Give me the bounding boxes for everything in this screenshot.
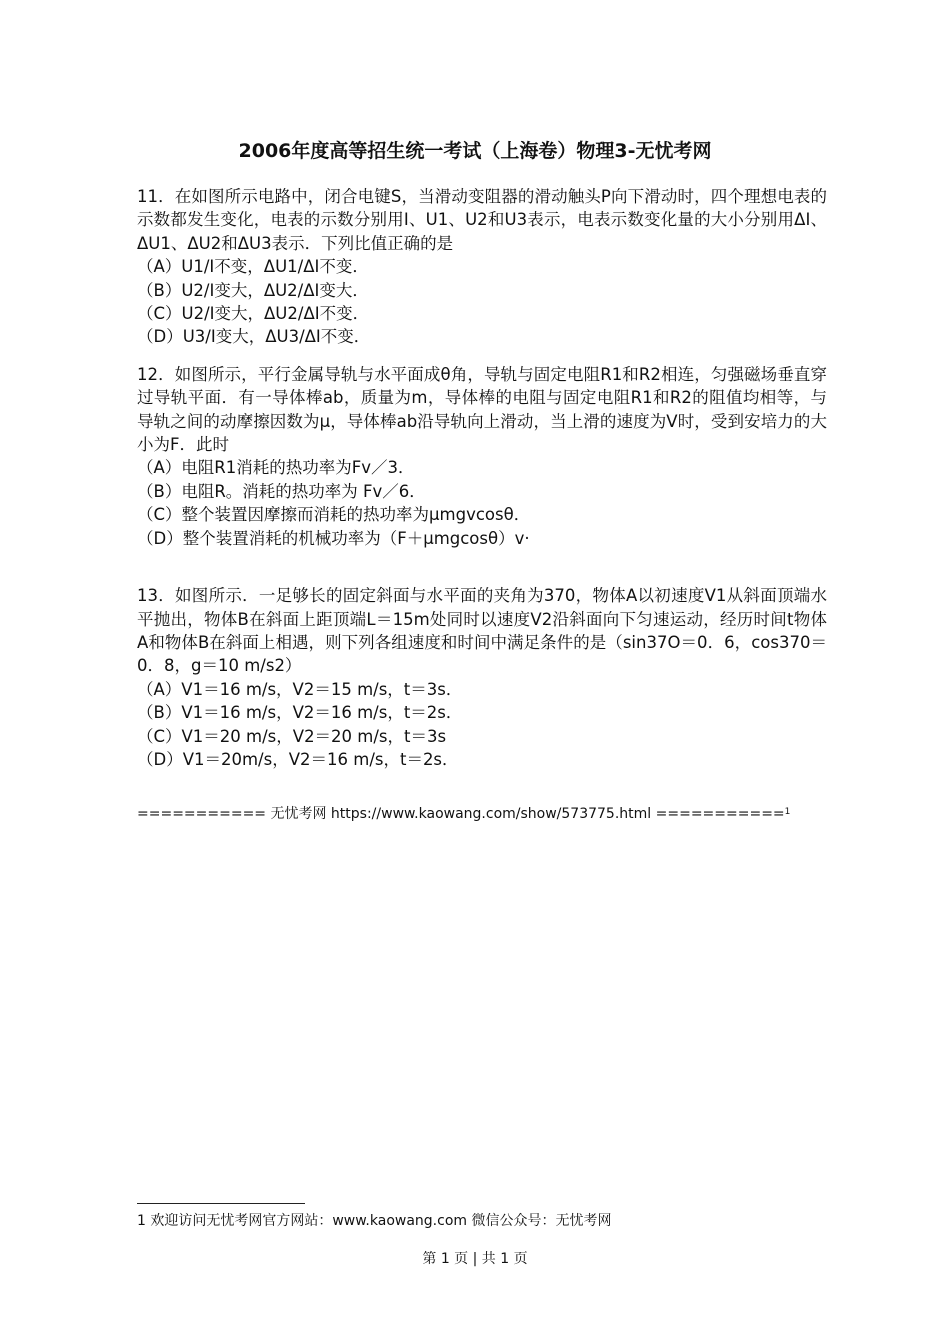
source-link-line: [137, 804, 790, 824]
footnote: 1 欢迎访问无忧考网官方网站：www.kaowang.com 微信公众号：无忧考网: [137, 1213, 612, 1229]
page-number: 第 1 页 | 共 1 页: [422, 1251, 528, 1267]
answer-options: [137, 456, 827, 550]
question-stem: 11．在如图所示电路中，闭合电键S，当滑动变阻器的滑动触头P向下滑动时，四个理想电表的示数都发生变化，电表的示数分别用I、U1、U2和U3表示，电表示数变化量的大小分别用ΔI、ΔU1、ΔU2和ΔU3表示．下列比值正确的是: [137, 187, 827, 253]
question-13: [137, 584, 827, 771]
answer-options: [137, 255, 827, 349]
document-body: [137, 185, 827, 785]
answer-option-d: （D）V1＝20m/s，V2＝16 m/s，t＝2s．: [137, 749, 459, 769]
question-12: [137, 363, 827, 550]
footnote-reference: 1: [784, 807, 791, 817]
answer-option-b: （B）V1＝16 m/s，V2＝16 m/s，t＝2s．: [137, 703, 463, 723]
question-11: [137, 185, 827, 349]
answer-option-c: （C）U2/I变大，ΔU2/ΔI不变．: [137, 304, 370, 324]
answer-option-d: （D）整个装置消耗的机械功率为（F＋μmgcosθ）v·: [137, 528, 530, 548]
answer-option-a: （A）V1＝16 m/s，V2＝15 m/s，t＝3s．: [137, 679, 463, 699]
footnote-divider: [137, 1203, 305, 1204]
answer-option-b: （B）U2/I变大，ΔU2/ΔI变大．: [137, 280, 369, 300]
question-stem: 13．如图所示．一足够长的固定斜面与水平面的夹角为370，物体A以初速度V1从斜面顶端水平抛出，物体B在斜面上距顶端L＝15m处同时以速度V2沿斜面向下匀速运动，经历时间t物体A和物体B在斜面上相遇，则下列各组速度和时间中满足条件的是（sin37O＝0．6，cos370＝0．8，g＝10 m/s2）: [137, 586, 827, 676]
answer-options: [137, 678, 827, 772]
question-stem: 12．如图所示，平行金属导轨与水平面成θ角，导轨与固定电阻R1和R2相连，匀强磁场垂直穿过导轨平面．有一导体棒ab，质量为m，导体棒的电阻与固定电阻R1和R2的阻值均相等，与导轨之间的动摩擦因数为μ，导体棒ab沿导轨向上滑动，当上滑的速度为V时，受到安培力的大小为F．此时: [137, 364, 827, 455]
answer-option-a: （A）U1/I不变，ΔU1/ΔI不变．: [137, 257, 369, 277]
document-title: 2006年度高等招生统一考试（上海卷）物理3-无忧考网: [238, 140, 712, 162]
answer-option-d: （D）U3/I变大，ΔU3/ΔI不变．: [137, 327, 371, 347]
answer-option-b: （B）电阻R。消耗的热功率为 Fv／6．: [137, 481, 426, 501]
answer-option-c: （C）V1＝20 m/s，V2＝20 m/s，t＝3s: [137, 726, 447, 746]
source-link-text[interactable]: =========== 无忧考网 https://www.kaowang.com/show/573775.html ===========: [137, 806, 785, 822]
answer-option-a: （A）电阻R1消耗的热功率为Fv／3．: [137, 458, 415, 478]
answer-option-c: （C）整个装置因摩擦而消耗的热功率为μmgvcosθ．: [137, 505, 531, 525]
